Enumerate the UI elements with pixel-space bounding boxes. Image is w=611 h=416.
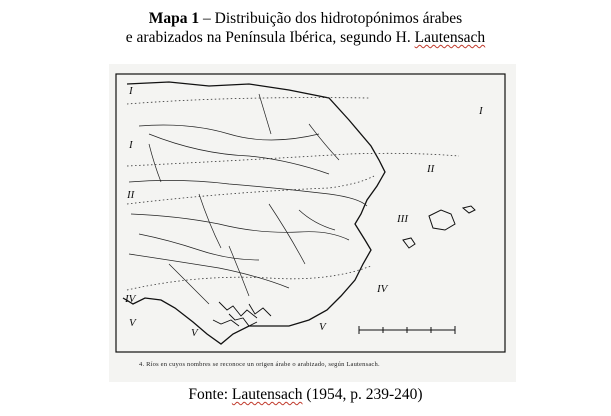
figure-source [0,386,611,404]
source-prefix: Fonte: [188,386,232,403]
zone-label-3: II [127,189,135,201]
title-line2-text: e arabizados na Península Ibérica, segundo H. [125,29,415,46]
title-bold-label: Mapa 1 [148,10,200,27]
southern-river-cluster [213,302,271,326]
iberia-map-image [109,64,516,382]
zone-label-12: IV [377,283,388,295]
title-line-1 [0,9,611,28]
map-frame [116,74,505,352]
zone-line-1 [127,98,369,104]
title-line1-text: – Distribuição dos hidrotopónimos árabes [203,10,463,27]
rivers [129,94,367,304]
zone-label-5: II [427,163,435,175]
map-caption: 4. Ríos en cuyos nombres se reconoce un origen árabe o arabizado, según Lautensach. [139,361,380,368]
source-suffix: (1954, p. 239-240) [302,386,423,403]
title-line-2 [0,28,611,47]
zone-line-2 [127,153,459,166]
mallorca [429,210,455,230]
scale-bar [359,326,455,334]
zone-label-9: V [191,327,198,339]
ibiza [403,238,415,248]
zone-label-4: I [479,105,483,117]
figure-title [0,9,611,47]
coastline [123,82,385,344]
zone-label-11: V [129,317,136,329]
zone-label-7: III [397,213,408,225]
zone-label-2: I [129,139,133,151]
zone-line-4 [127,266,371,290]
iberia-map [109,64,516,382]
source-author: Lautensach [231,386,303,403]
zone-label-8: IV [125,293,136,305]
zone-label-1: I [129,85,133,97]
zone-label-10: V [319,321,326,333]
title-author: Lautensach [414,29,486,46]
menorca [463,206,475,213]
